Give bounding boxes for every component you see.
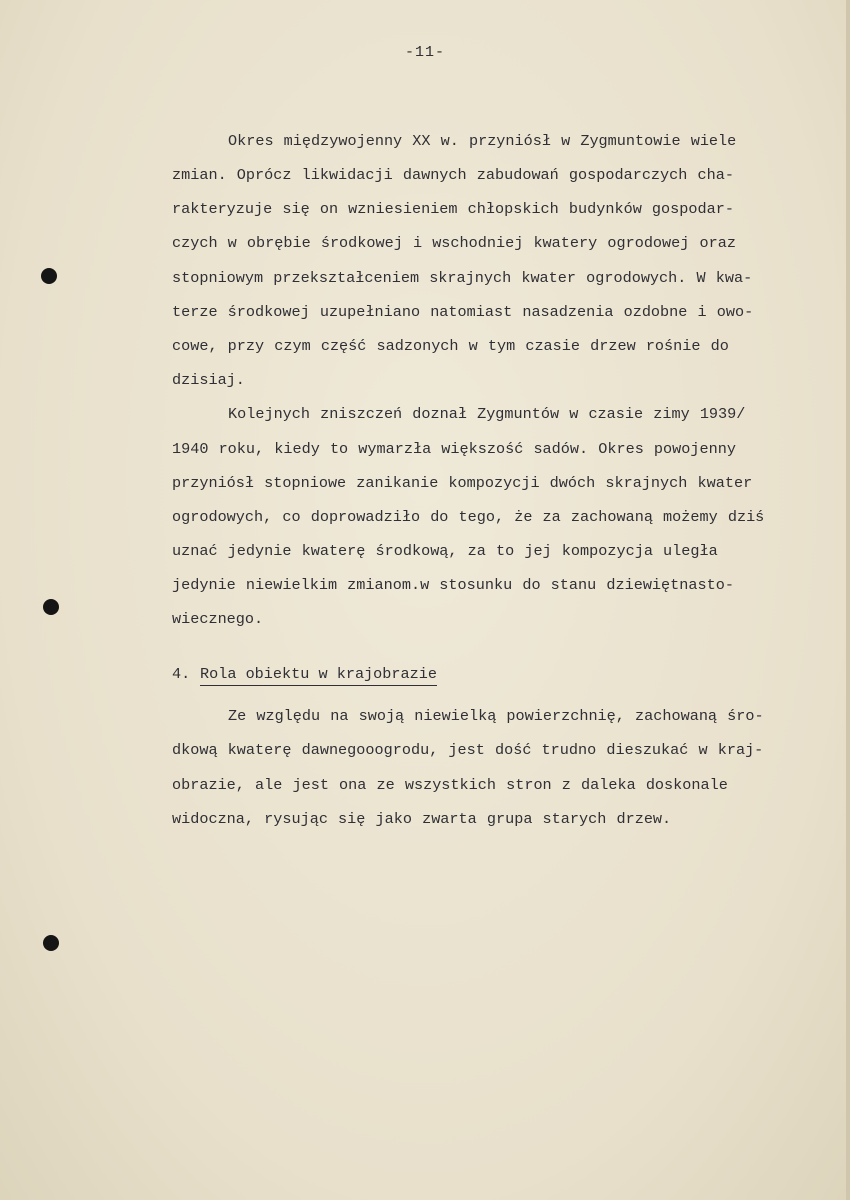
paragraph-1-line-2: zmian. Oprócz likwidacji dawnych zabudowań gospodarczych cha- [172,166,734,184]
paragraph-2-line-1: Kolejnych zniszczeń doznał Zygmuntów w czasie zimy 1939/ [228,405,746,423]
paragraph-1-line-3: rakteryzuje się on wzniesieniem chłopskich budynków gospodar- [172,200,734,218]
paragraph-2-line-7: wiecznego. [172,610,264,628]
paragraph-1-line-5: stopniowym przekształceniem skrajnych kwater ogrodowych. W kwa- [172,269,753,287]
paragraph-1-line-1: Okres międzywojenny XX w. przyniósł w Zygmuntowie wiele [228,132,737,150]
paragraph-2-line-6: jedynie niewielkim zmianom.w stosunku do stanu dziewiętnasto- [172,576,734,594]
page-edge-shadow [846,0,850,1200]
paragraph-3-line-4: widoczna, rysując się jako zwarta grupa starych drzew. [172,810,672,828]
paragraph-2-line-4: ogrodowych, co doprowadziło do tego, że za zachowaną możemy dziś [172,508,765,526]
paragraph-3-line-1: Ze względu na swoją niewielką powierzchnię, zachowaną śro- [228,707,764,725]
paragraph-3-line-3: obrazie, ale jest ona ze wszystkich stron z daleka doskonale [172,776,728,794]
punch-hole-top [41,268,57,284]
paragraph-1-line-7: cowe, przy czym część sadzonych w tym czasie drzew rośnie do [172,337,729,355]
paragraph-2-line-2: 1940 roku, kiedy to wymarzła większość sadów. Okres powojenny [172,440,736,458]
page-number: -11- [404,44,445,61]
section-number: 4. [172,665,191,683]
paragraph-1-line-4: czych w obrębie środkowej i wschodniej kwatery ogrodowej oraz [172,234,736,252]
paragraph-2-line-3: przyniósł stopniowe zanikanie kompozycji dwóch skrajnych kwater [172,474,753,492]
paragraph-1-line-8: dzisiaj. [172,371,245,389]
paragraph-3-line-2: dkową kwaterę dawnegooogrodu, jest dość trudno dieszukać w kraj- [172,741,764,759]
paragraph-2-line-5: uznać jedynie kwaterę środkową, za to jej kompozycja uległa [172,542,718,560]
section-title: Rola obiektu w krajobrazie [200,664,437,686]
punch-hole-middle [43,599,59,615]
paragraph-1-line-6: terze środkowej uzupełniano natomiast nasadzenia ozdobne i owo- [172,303,754,321]
punch-hole-bottom [43,935,59,951]
